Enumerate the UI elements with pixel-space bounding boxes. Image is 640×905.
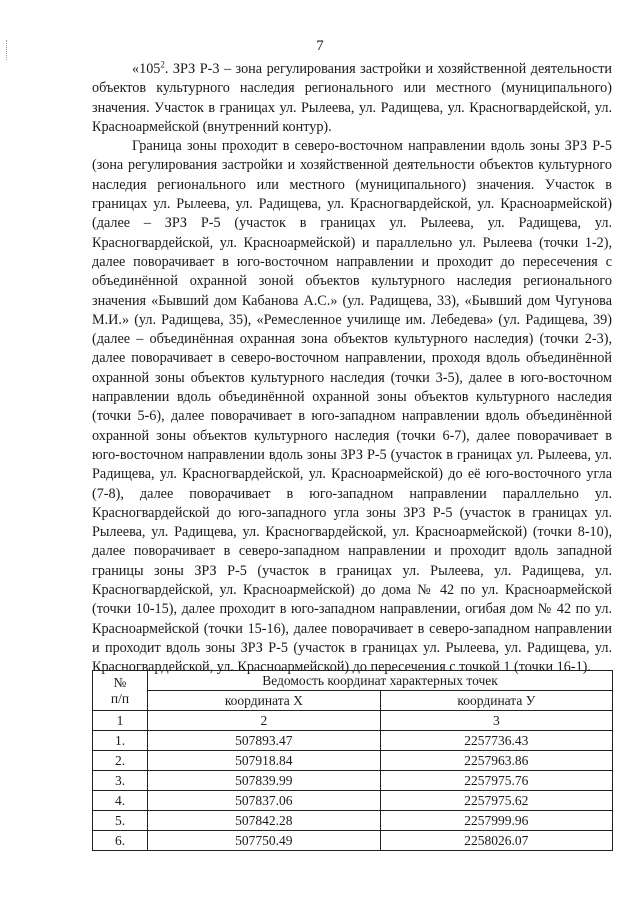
coord-x: 507893.47	[148, 731, 381, 751]
boundary-description-paragraph: Граница зоны проходит в северо-восточном направлении вдоль зоны ЗРЗ Р-5 (зона регулирования застройки и хозяйственной деятельности объектов культурного наследия регионального или местного (муниципального) значения. Участок в границах ул. Рылеева, ул. Радищева, ул. Красногвардейской, ул. Красноармейской) (далее – ЗРЗ Р-5 (участок в границах ул. Рылеева, ул. Радищева, ул. Красногвардейской, ул. Красноармейской) и параллельно ул. Рылеева (точки 1-2), далее поворачивает в юго-восточном направлении и проходит до пересечения с объединённой охранной зоной объектов культурного наследия регионального значения «Бывший дом Кабанова А.С.» (ул. Радищева, 33), «Бывший дом Чугунова М.И.» (ул. Радищева, 35), «Ремесленное училище им. Лебедева» (ул. Радищева, 39) (далее – объединённая охранная зона объектов культурного наследия) (точки 2-3), далее поворачивает в северо-восточном направлении, проходя вдоль объединённой охранной зоны объектов культурного наследия (точки 3-5), далее в юго-восточном направлении вдоль объединённой охранной зоны объектов культурного наследия (точки 5-6), далее поворачивает в юго-западном направлении вдоль объединённой охранной зоны объектов культурного наследия (точки 6-7), далее поворачивает в юго-восточном направлении вдоль зоны ЗРЗ Р-5 (участок в границах ул. Рылеева, ул. Радищева, ул. Красногвардейской, ул. Красноармейской) до её юго-восточного угла (7-8), далее поворачивает в юго-западном направлении параллельно ул. Красногвардейской до юго-западного угла зоны ЗРЗ Р-5 (участок в границах ул. Рылеева, ул. Радищева, ул. Красногвардейской, ул. Красноармейской) (точки 8-10), далее поворачивает в северо-западном направлении и проходит вдоль западной границы зоны ЗРЗ Р-5 (участок в границах ул. Рылеева, ул. Радищева, ул. Красногвардейской, ул. Красноармейской) до дома № 42 по ул. Красноармейской (точки 10-15), далее проходит в юго-западном направлении, огибая дом № 42 по ул. Красноармейской (точки 15-16), далее поворачивает в северо-западном направлении и проходит вдоль зоны ЗРЗ Р-5 (участок в границах ул. Рылеева, ул. Радищева, ул. Красногвардейской, ул. Красноармейской) до пересечения с точкой 1 (точки 16-1).	[92, 138, 612, 676]
index-cell: 2	[148, 711, 381, 731]
table-header-row	[93, 671, 613, 691]
table-title: Ведомость координат характерных точек	[148, 671, 613, 691]
col-x-header: координата X	[148, 691, 381, 711]
num-header-top: №	[113, 674, 127, 690]
coord-x: 507918.84	[148, 751, 381, 771]
coord-x: 507750.49	[148, 831, 381, 851]
col-y-header: координата У	[380, 691, 612, 711]
page-number: 7	[316, 38, 324, 54]
coord-y: 2257736.43	[380, 731, 612, 751]
table-row	[93, 771, 613, 791]
coord-y: 2257975.76	[380, 771, 612, 791]
table-row	[93, 751, 613, 771]
table-row	[93, 811, 613, 831]
point-number: 6.	[93, 831, 148, 851]
coord-y: 2257999.96	[380, 811, 612, 831]
point-number: 2.	[93, 751, 148, 771]
table-row	[93, 831, 613, 851]
index-cell: 3	[380, 711, 612, 731]
point-number: 1.	[93, 731, 148, 751]
coord-x: 507842.28	[148, 811, 381, 831]
coordinates-table	[92, 670, 613, 851]
zone-heading-paragraph	[92, 60, 612, 137]
table-subheader-row	[93, 691, 613, 711]
zone-heading-superscript: 2	[160, 59, 165, 70]
coord-x: 507839.99	[148, 771, 381, 791]
table-index-row	[93, 711, 613, 731]
coord-y: 2257963.86	[380, 751, 612, 771]
coord-y: 2258026.07	[380, 831, 612, 851]
point-number: 5.	[93, 811, 148, 831]
num-header-bottom: п/п	[110, 690, 130, 706]
table-row	[93, 731, 613, 751]
num-header-cell	[93, 671, 148, 711]
point-number: 3.	[93, 771, 148, 791]
point-number: 4.	[93, 791, 148, 811]
zone-heading-text: . ЗРЗ Р-3 – зона регулирования застройки и хозяйственной деятельности объектов культурного наследия регионального или местного (муниципального) значения. Участок в границах ул. Рылеева, ул. Радищева, ул. Красногвардейской, ул. Красноармейской (внутренний контур).	[92, 61, 612, 135]
coord-y: 2257975.62	[380, 791, 612, 811]
document-body	[92, 60, 612, 678]
index-cell: 1	[93, 711, 148, 731]
zone-heading-prefix: «105	[132, 61, 161, 77]
coord-x: 507837.06	[148, 791, 381, 811]
table-row	[93, 791, 613, 811]
